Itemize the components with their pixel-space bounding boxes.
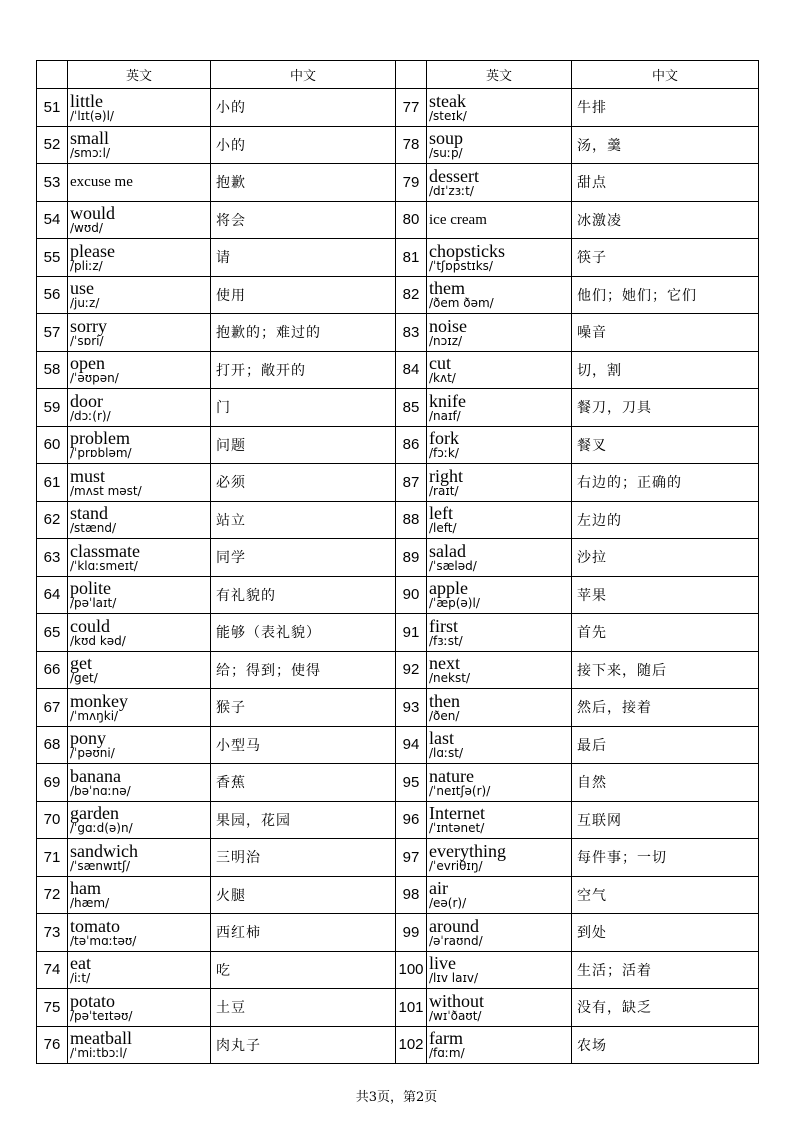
chinese-meaning-right: 没有，缺乏 [572,989,759,1027]
chinese-meaning-left: 小的 [211,126,396,164]
english-word: knife [429,390,466,411]
phonetic-transcription: /nɔɪz/ [429,333,463,348]
english-word: cut [429,353,451,374]
chinese-meaning-left: 香蕉 [211,764,396,802]
header-english-right: 英文 [427,61,572,89]
phonetic-transcription: /ˈtʃɒpstɪks/ [429,258,493,273]
entry-number-right: 86 [396,426,427,464]
table-row [37,464,759,502]
entry-number-right: 102 [396,1026,427,1064]
english-word: problem [70,428,130,449]
english-word: potato [70,990,115,1011]
chinese-meaning-left: 将会 [211,201,396,239]
phonetic-transcription: /ˈsæləd/ [429,558,477,573]
entry-number-left: 70 [37,801,68,839]
english-word: sorry [70,315,107,336]
chinese-meaning-right: 到处 [572,914,759,952]
entry-number-right: 79 [396,164,427,202]
phonetic-transcription: /ˈklɑːsmeɪt/ [70,558,138,573]
english-cell-right [427,239,572,277]
english-word: chopsticks [429,240,505,261]
english-cell-left [68,764,211,802]
entry-number-right: 83 [396,314,427,352]
english-cell-left [68,201,211,239]
english-cell-left [68,1026,211,1064]
english-word: noise [429,315,467,336]
table-row [37,764,759,802]
phonetic-transcription: /naɪf/ [429,408,461,423]
english-cell-right [427,576,572,614]
entry-number-right: 98 [396,876,427,914]
chinese-meaning-right: 右边的；正确的 [572,464,759,502]
phonetic-transcription: /pəˈlaɪt/ [70,596,117,611]
entry-number-left: 68 [37,726,68,764]
entry-number-left: 60 [37,426,68,464]
table-row [37,501,759,539]
english-word: farm [429,1028,463,1049]
english-word: could [70,615,110,636]
entry-number-left: 74 [37,951,68,989]
english-word: Internet [429,803,485,824]
entry-number-left: 53 [37,164,68,202]
entry-number-left: 71 [37,839,68,877]
english-word: use [70,278,94,299]
table-row [37,914,759,952]
chinese-meaning-left: 抱歉 [211,164,396,202]
english-cell-left [68,351,211,389]
english-cell-right [427,689,572,727]
english-cell-left [68,839,211,877]
english-word: get [70,653,92,674]
english-cell-right [427,464,572,502]
english-cell-left [68,239,211,277]
entry-number-left: 55 [37,239,68,277]
english-word: salad [429,540,466,561]
header-num-left [37,61,68,89]
phonetic-transcription: /juːz/ [70,296,100,311]
phonetic-transcription: /mʌst məst/ [70,483,142,498]
chinese-meaning-right: 沙拉 [572,539,759,577]
chinese-meaning-right: 左边的 [572,501,759,539]
chinese-meaning-right: 切，割 [572,351,759,389]
table-row [37,651,759,689]
phonetic-transcription: /ˈprɒbləm/ [70,446,132,461]
english-cell-right [427,989,572,1027]
entry-number-right: 77 [396,89,427,127]
english-word: garden [70,803,119,824]
english-cell-right [427,914,572,952]
english-word: meatball [70,1028,132,1049]
english-cell-left [68,614,211,652]
english-cell-left [68,801,211,839]
entry-number-left: 62 [37,501,68,539]
chinese-meaning-right: 牛排 [572,89,759,127]
english-cell-left [68,314,211,352]
english-cell-right [427,389,572,427]
phonetic-transcription: /ˈsɒri/ [70,333,104,348]
chinese-meaning-right: 然后，接着 [572,689,759,727]
chinese-meaning-left: 必须 [211,464,396,502]
english-cell-right [427,614,572,652]
page-footer: 共3页，第2页 [355,1090,438,1105]
english-word: monkey [70,690,128,711]
chinese-meaning-right: 接下来，随后 [572,651,759,689]
entry-number-right: 91 [396,614,427,652]
phonetic-transcription: /hæm/ [70,896,110,911]
table-header-row [37,61,759,89]
phonetic-transcription: /ˈmiːtbɔːl/ [70,1046,127,1061]
english-cell-left [68,689,211,727]
chinese-meaning-left: 有礼貌的 [211,576,396,614]
english-word: please [70,240,115,261]
table-row [37,839,759,877]
chinese-meaning-left: 同学 [211,539,396,577]
entry-number-left: 72 [37,876,68,914]
english-cell-left [68,539,211,577]
english-cell-left [68,876,211,914]
phonetic-transcription: /ðen/ [429,708,460,723]
phonetic-transcription: /get/ [70,671,98,686]
english-cell-left [68,989,211,1027]
table-row [37,951,759,989]
english-word: door [70,390,103,411]
phonetic-transcription: /left/ [429,521,457,536]
phonetic-transcription: /pliːz/ [70,258,103,273]
table-row [37,164,759,202]
table-row [37,239,759,277]
table-row [37,1026,759,1064]
chinese-meaning-left: 小型马 [211,726,396,764]
table-row [37,614,759,652]
entry-number-right: 97 [396,839,427,877]
chinese-meaning-right: 苹果 [572,576,759,614]
english-cell-left [68,651,211,689]
phonetic-transcription: /ˈəʊpən/ [70,371,119,386]
english-word: eat [70,953,91,974]
chinese-meaning-left: 门 [211,389,396,427]
phonetic-transcription: /iːt/ [70,971,91,986]
table-row [37,989,759,1027]
english-word: pony [70,728,106,749]
english-word: first [429,615,458,636]
english-cell-right [427,876,572,914]
table-row [37,126,759,164]
phonetic-transcription: /ˈsænwɪtʃ/ [70,858,131,873]
english-cell-right [427,201,572,239]
english-cell-right [427,801,572,839]
table-row [37,276,759,314]
phonetic-transcription: /bəˈnɑːnə/ [70,783,131,798]
english-cell-right [427,314,572,352]
english-cell-left [68,951,211,989]
english-cell-right [427,164,572,202]
chinese-meaning-left: 果园，花园 [211,801,396,839]
phonetic-transcription: /fɔːk/ [429,446,459,461]
english-word: must [70,465,106,486]
english-word: excuse me [70,174,133,191]
phonetic-transcription: /ˈɪntənet/ [429,821,485,836]
phonetic-transcription: /lɪv laɪv/ [429,971,479,986]
chinese-meaning-right: 他们；她们；它们 [572,276,759,314]
chinese-meaning-left: 请 [211,239,396,277]
phonetic-transcription: /əˈraʊnd/ [429,933,483,948]
phonetic-transcription: /smɔːl/ [70,146,110,161]
entry-number-left: 52 [37,126,68,164]
english-word: soup [429,128,464,149]
chinese-meaning-left: 给；得到；使得 [211,651,396,689]
chinese-meaning-left: 猴子 [211,689,396,727]
chinese-meaning-left: 西红柿 [211,914,396,952]
entry-number-left: 56 [37,276,68,314]
table-row [37,389,759,427]
phonetic-transcription: /nekst/ [429,671,470,686]
chinese-meaning-right: 空气 [572,876,759,914]
english-cell-left [68,126,211,164]
chinese-meaning-right: 筷子 [572,239,759,277]
english-word: apple [429,578,468,599]
chinese-meaning-right: 生活；活着 [572,951,759,989]
chinese-meaning-right: 每件事；一切 [572,839,759,877]
entry-number-left: 54 [37,201,68,239]
entry-number-right: 92 [396,651,427,689]
chinese-meaning-left: 打开；敞开的 [211,351,396,389]
phonetic-transcription: /dɪˈzɜːt/ [429,183,474,198]
header-chinese-right: 中文 [572,61,759,89]
chinese-meaning-left: 吃 [211,951,396,989]
english-word: steak [429,90,466,111]
entry-number-left: 61 [37,464,68,502]
entry-number-right: 78 [396,126,427,164]
english-cell-left [68,89,211,127]
english-cell-right [427,951,572,989]
entry-number-right: 90 [396,576,427,614]
phonetic-transcription: /steɪk/ [429,108,467,123]
table-body [37,89,759,1064]
entry-number-right: 94 [396,726,427,764]
chinese-meaning-left: 火腿 [211,876,396,914]
chinese-meaning-right: 餐刀，刀具 [572,389,759,427]
entry-number-right: 87 [396,464,427,502]
chinese-meaning-right: 最后 [572,726,759,764]
header-english-left: 英文 [68,61,211,89]
entry-number-right: 100 [396,951,427,989]
english-word: tomato [70,915,120,936]
english-cell-right [427,726,572,764]
entry-number-left: 51 [37,89,68,127]
entry-number-right: 84 [396,351,427,389]
phonetic-transcription: /ˈlɪt(ə)l/ [70,108,114,123]
phonetic-transcription: /ˈpəʊni/ [70,746,115,761]
phonetic-transcription: /ðem ðəm/ [429,296,494,311]
chinese-meaning-left: 能够（表礼貌） [211,614,396,652]
phonetic-transcription: /kʌt/ [429,371,456,386]
entry-number-left: 76 [37,1026,68,1064]
entry-number-right: 80 [396,201,427,239]
english-word: fork [429,428,459,449]
english-word: banana [70,765,121,786]
table-row [37,876,759,914]
english-cell-right [427,1026,572,1064]
table-row [37,576,759,614]
english-cell-left [68,914,211,952]
phonetic-transcription: /wʊd/ [70,221,103,236]
chinese-meaning-left: 小的 [211,89,396,127]
phonetic-transcription: /ˈmʌŋki/ [70,708,119,723]
entry-number-right: 82 [396,276,427,314]
english-word: everything [429,840,506,861]
chinese-meaning-right: 互联网 [572,801,759,839]
chinese-meaning-right: 冰激凌 [572,201,759,239]
header-num-right [396,61,427,89]
english-cell-right [427,89,572,127]
english-word: small [70,128,109,149]
english-word: air [429,878,448,899]
english-word: without [429,990,485,1011]
chinese-meaning-left: 肉丸子 [211,1026,396,1064]
english-cell-right [427,276,572,314]
english-word: sandwich [70,840,138,861]
chinese-meaning-right: 首先 [572,614,759,652]
table-row [37,539,759,577]
phonetic-transcription: /lɑːst/ [429,746,464,761]
english-cell-left [68,389,211,427]
phonetic-transcription: /ˈneɪtʃə(r)/ [429,783,491,798]
chinese-meaning-left: 三明治 [211,839,396,877]
english-cell-right [427,764,572,802]
entry-number-left: 75 [37,989,68,1027]
phonetic-transcription: /wɪˈðaʊt/ [429,1008,482,1023]
entry-number-left: 63 [37,539,68,577]
english-cell-left [68,276,211,314]
english-word: ham [70,878,101,899]
header-chinese-left: 中文 [211,61,396,89]
table-row [37,801,759,839]
entry-number-left: 65 [37,614,68,652]
english-word: around [429,915,479,936]
entry-number-left: 64 [37,576,68,614]
english-word: left [429,503,453,524]
english-cell-left [68,164,211,202]
phonetic-transcription: /raɪt/ [429,483,459,498]
entry-number-left: 69 [37,764,68,802]
phonetic-transcription: /eə(r)/ [429,896,467,911]
english-cell-left [68,726,211,764]
phonetic-transcription: /kʊd kəd/ [70,633,126,648]
english-cell-left [68,426,211,464]
english-cell-right [427,126,572,164]
entry-number-left: 57 [37,314,68,352]
entry-number-right: 88 [396,501,427,539]
english-cell-right [427,839,572,877]
english-cell-right [427,651,572,689]
table-row [37,314,759,352]
table-row [37,726,759,764]
english-word: would [70,203,115,224]
table-row [37,689,759,727]
entry-number-right: 81 [396,239,427,277]
entry-number-left: 66 [37,651,68,689]
english-word: polite [70,578,111,599]
english-word: classmate [70,540,140,561]
english-word: last [429,728,454,749]
entry-number-right: 99 [396,914,427,952]
chinese-meaning-left: 抱歉的；难过的 [211,314,396,352]
chinese-meaning-right: 农场 [572,1026,759,1064]
phonetic-transcription: /fɜːst/ [429,633,463,648]
table-row [37,351,759,389]
chinese-meaning-right: 噪音 [572,314,759,352]
entry-number-left: 58 [37,351,68,389]
english-word: live [429,953,456,974]
english-word: stand [70,503,108,524]
english-cell-left [68,576,211,614]
entry-number-left: 59 [37,389,68,427]
phonetic-transcription: /təˈmɑːtəʊ/ [70,933,137,948]
chinese-meaning-left: 使用 [211,276,396,314]
english-word: right [429,465,463,486]
english-word: little [70,90,103,111]
english-word: then [429,690,460,711]
chinese-meaning-right: 自然 [572,764,759,802]
english-cell-left [68,464,211,502]
chinese-meaning-left: 站立 [211,501,396,539]
entry-number-left: 73 [37,914,68,952]
english-word: ice cream [429,211,487,228]
phonetic-transcription: /dɔː(r)/ [70,408,111,423]
entry-number-right: 96 [396,801,427,839]
phonetic-transcription: /suːp/ [429,146,463,161]
entry-number-left: 67 [37,689,68,727]
chinese-meaning-right: 汤，羹 [572,126,759,164]
english-cell-left [68,501,211,539]
english-word: next [429,653,460,674]
vocabulary-table [36,60,759,1064]
table-row [37,201,759,239]
english-cell-right [427,501,572,539]
english-word: nature [429,765,474,786]
chinese-meaning-right: 甜点 [572,164,759,202]
chinese-meaning-left: 问题 [211,426,396,464]
entry-number-right: 101 [396,989,427,1027]
entry-number-right: 93 [396,689,427,727]
phonetic-transcription: /fɑːm/ [429,1046,465,1061]
chinese-meaning-left: 土豆 [211,989,396,1027]
entry-number-right: 85 [396,389,427,427]
chinese-meaning-right: 餐叉 [572,426,759,464]
entry-number-right: 89 [396,539,427,577]
english-word: dessert [429,165,479,186]
english-cell-right [427,539,572,577]
entry-number-right: 95 [396,764,427,802]
phonetic-transcription: /stænd/ [70,521,117,536]
english-word: them [429,278,465,299]
english-cell-right [427,426,572,464]
table-row [37,89,759,127]
table-row [37,426,759,464]
english-cell-right [427,351,572,389]
phonetic-transcription: /ˈgɑːd(ə)n/ [70,821,133,836]
phonetic-transcription: /pəˈteɪtəʊ/ [70,1008,133,1023]
english-word: open [70,353,105,374]
phonetic-transcription: /ˈevriθɪŋ/ [429,858,483,873]
phonetic-transcription: /ˈæp(ə)l/ [429,596,480,611]
